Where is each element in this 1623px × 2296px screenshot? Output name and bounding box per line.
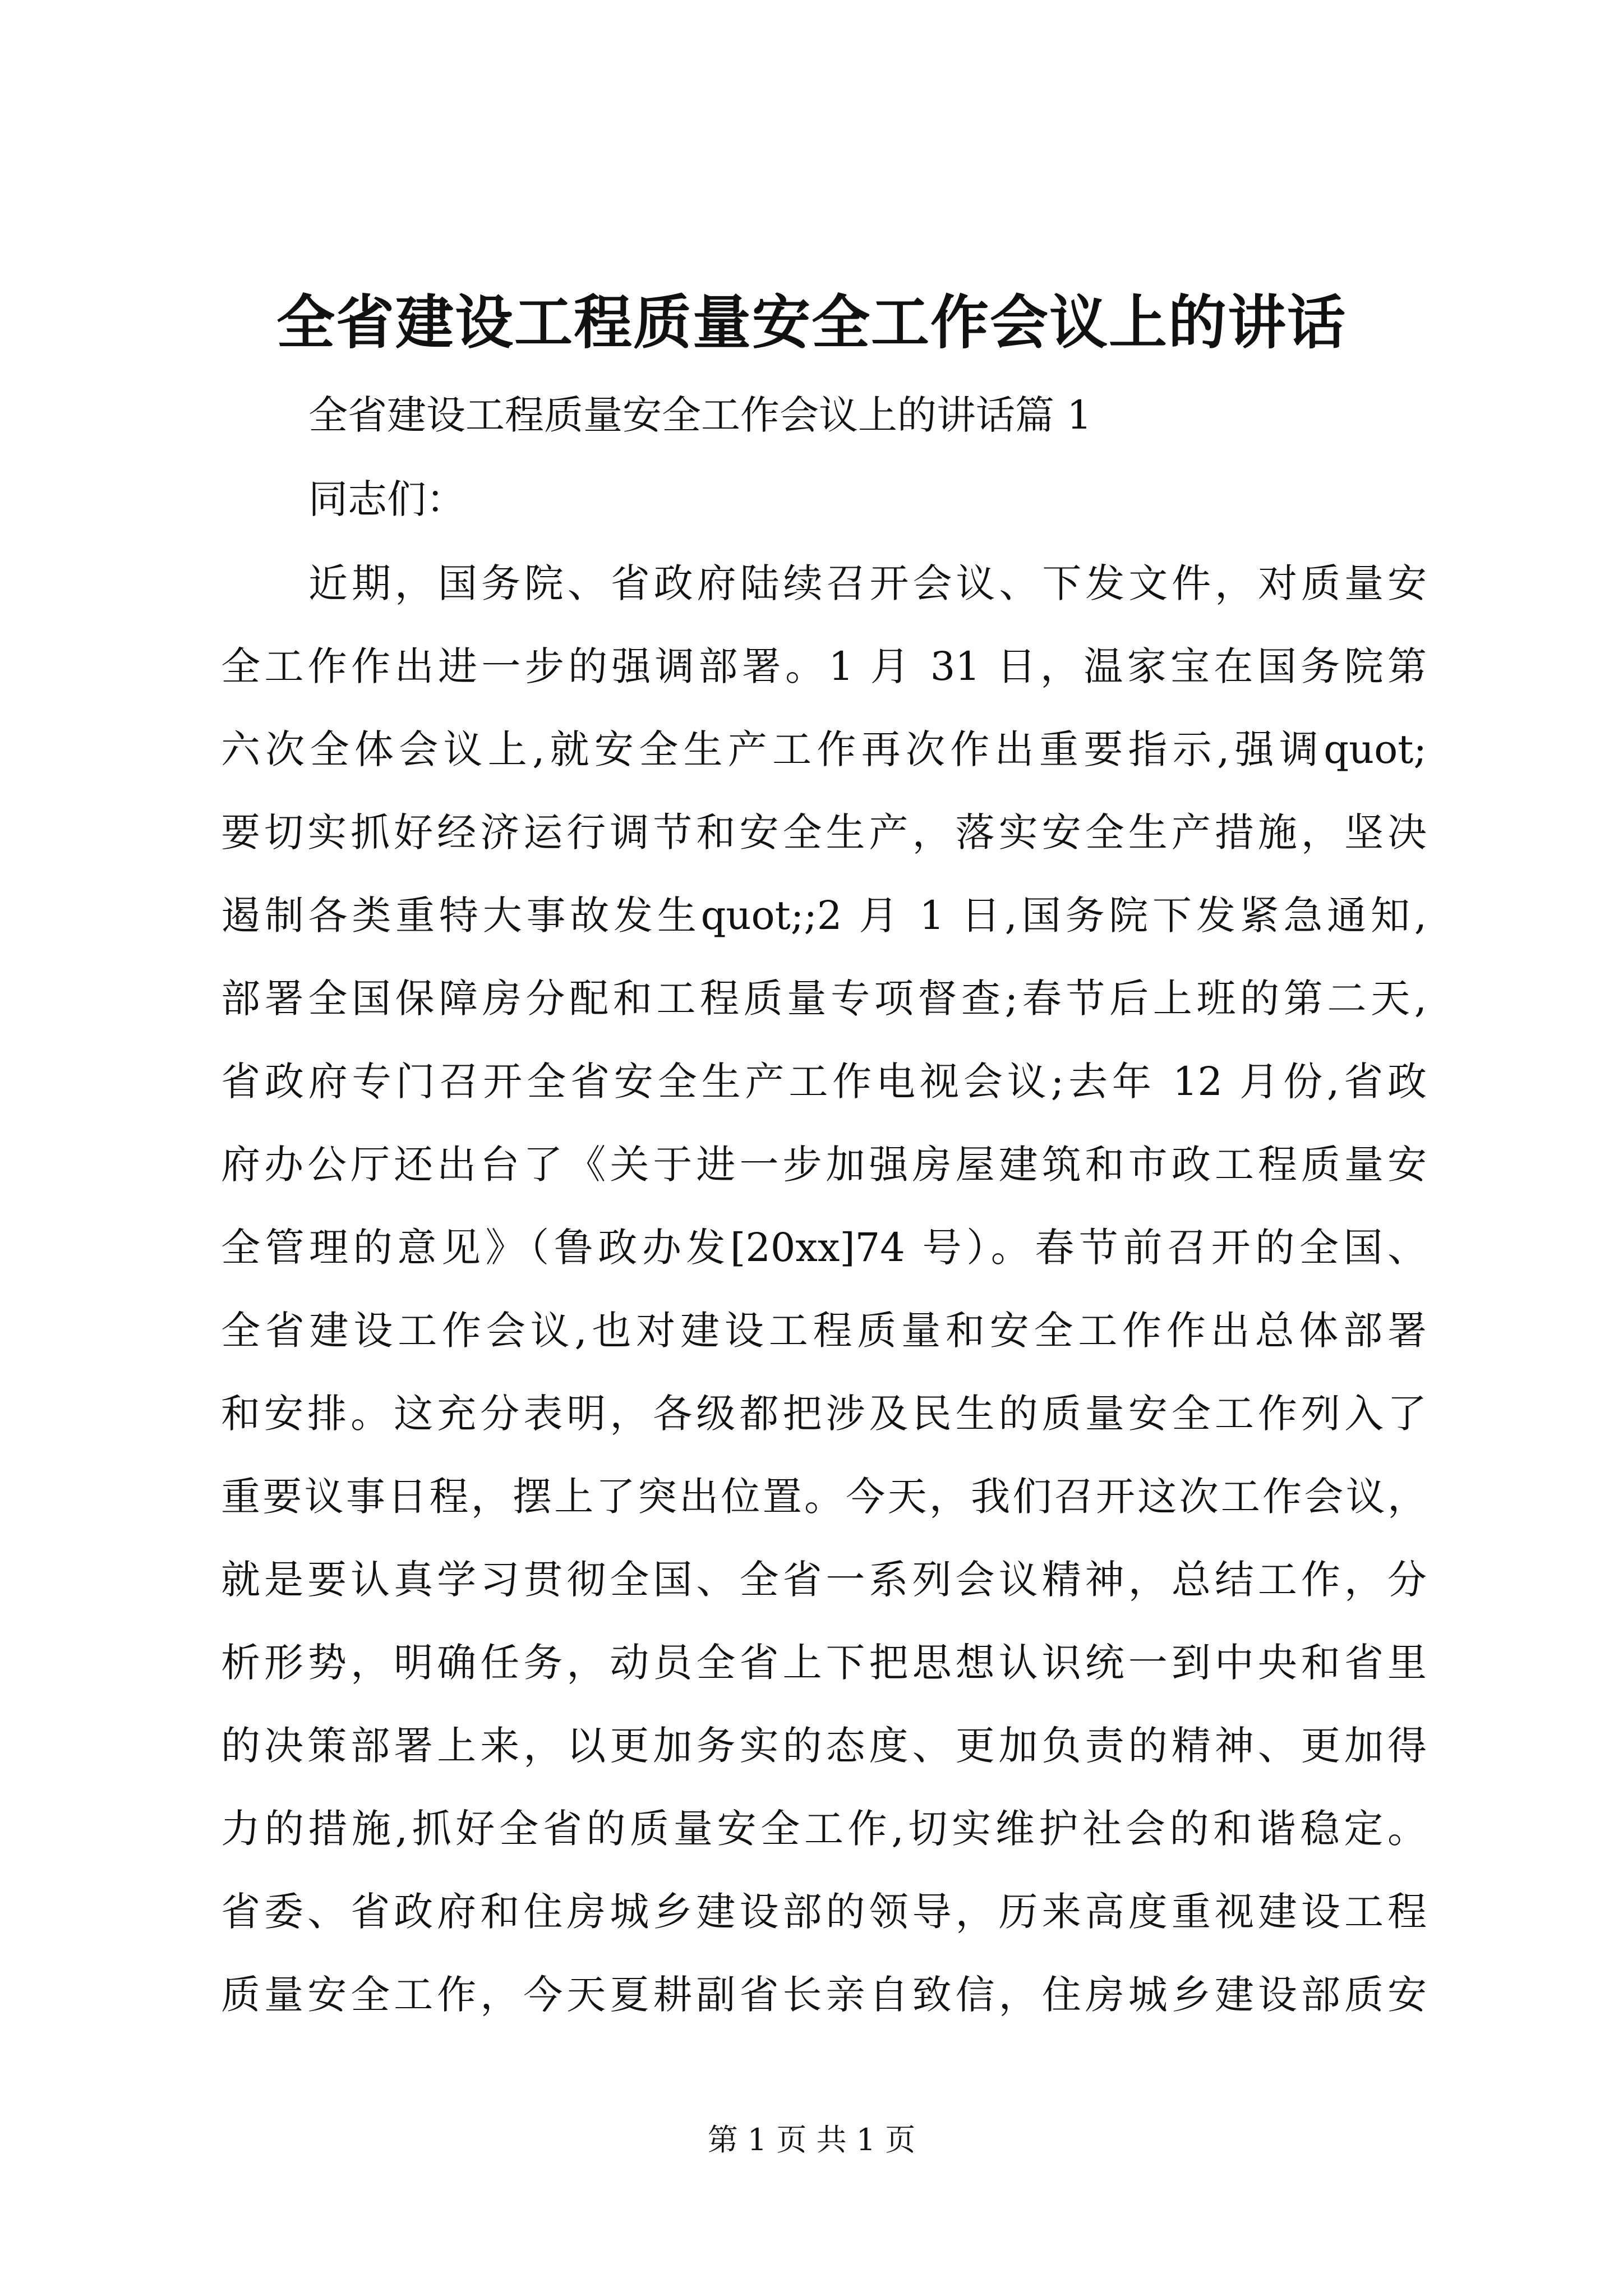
- paragraph-line: 六次全体会议上,就安全生产工作再次作出重要指示,强调quot;: [221, 726, 1427, 772]
- paragraph-line: 的决策部署上来，以更加务实的态度、更加负责的精神、更加得: [221, 1723, 1427, 1769]
- paragraph-line: 府办公厅还出台了《关于进一步加强房屋建筑和市政工程质量安: [221, 1142, 1427, 1188]
- paragraph-line: 质量安全工作，今天夏耕副省长亲自致信，住房城乡建设部质安: [221, 1972, 1427, 2018]
- paragraph-line: 重要议事日程，摆上了突出位置。今天，我们召开这次工作会议，: [221, 1474, 1427, 1520]
- paragraph-line: 部署全国保障房分配和工程质量专项督查;春节后上班的第二天,: [221, 976, 1427, 1022]
- paragraph-line: 全工作作出进一步的强调部署。1 月 31 日，温家宝在国务院第: [221, 643, 1427, 689]
- greeting-line: 同志们：: [308, 476, 465, 522]
- paragraph-line: 近期，国务院、省政府陆续召开会议、下发文件，对质量安: [308, 560, 1427, 606]
- paragraph-line: 省委、省政府和住房城乡建设部的领导，历来高度重视建设工程: [221, 1889, 1427, 1935]
- paragraph-line: 力的措施,抓好全省的质量安全工作,切实维护社会的和谐稳定。: [221, 1806, 1427, 1852]
- paragraph-line: 全省建设工作会议,也对建设工程质量和安全工作作出总体部署: [221, 1308, 1427, 1354]
- paragraph-line: 全管理的意见》（鲁政办发[20xx]74 号）。春节前召开的全国、: [221, 1225, 1427, 1271]
- paragraph-line: 要切实抓好经济运行调节和安全生产，落实安全生产措施，坚决: [221, 809, 1427, 855]
- paragraph-line: 就是要认真学习贯彻全国、全省一系列会议精神，总结工作，分: [221, 1557, 1427, 1603]
- document-title: 全省建设工程质量安全工作会议上的讲话: [276, 288, 1347, 357]
- paragraph-line: 和安排。这充分表明，各级都把涉及民生的质量安全工作列入了: [221, 1391, 1427, 1437]
- paragraph-line: 省政府专门召开全省安全生产工作电视会议;去年 12 月份,省政: [221, 1059, 1427, 1105]
- paragraph-line: 遏制各类重特大事故发生quot;;2 月 1 日,国务院下发紧急通知,: [221, 892, 1427, 938]
- page-footer: 第 1 页 共 1 页: [707, 2122, 916, 2157]
- document-subtitle: 全省建设工程质量安全工作会议上的讲话篇 1: [308, 392, 1092, 438]
- paragraph-line: 析形势，明确任务，动员全省上下把思想认识统一到中央和省里: [221, 1640, 1427, 1686]
